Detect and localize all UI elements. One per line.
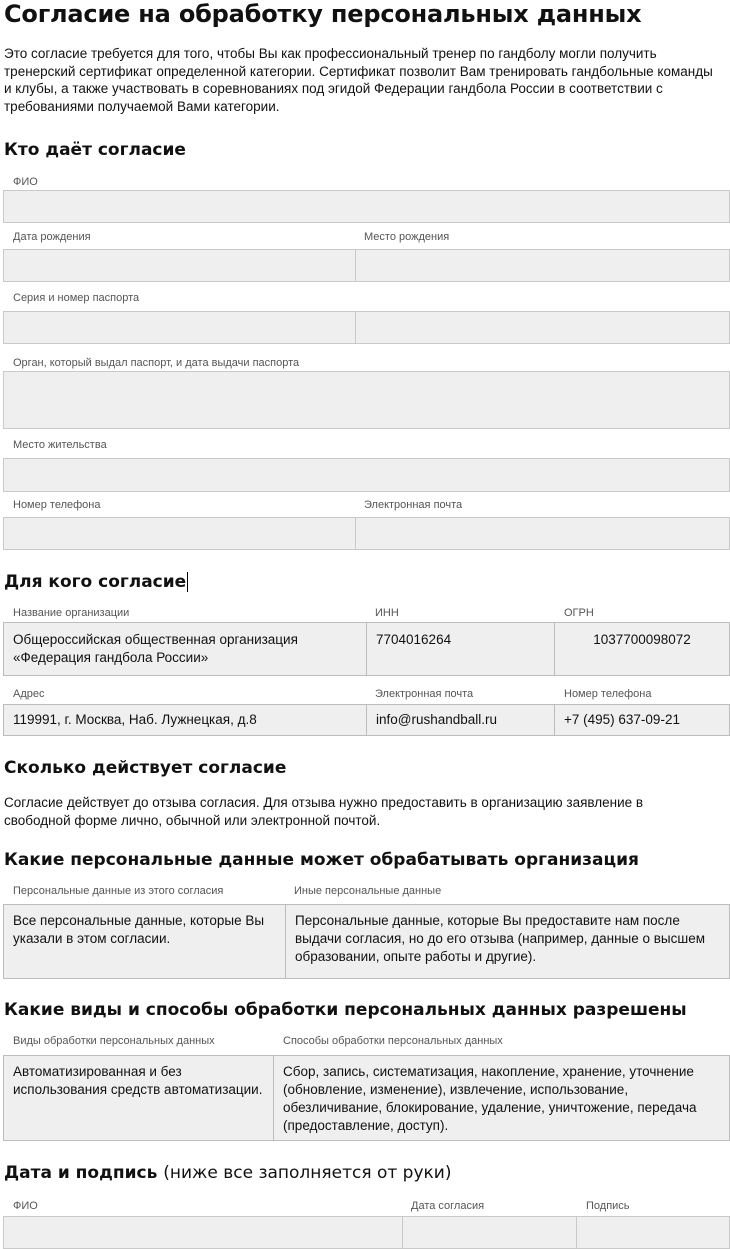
text-cursor [187, 572, 188, 592]
signature-heading-text: Дата и подпись [4, 1163, 158, 1183]
birth-place-label: Место рождения [364, 231, 450, 243]
org-email-label: Электронная почта [375, 688, 474, 700]
fio-field[interactable] [3, 190, 730, 223]
section-heading-duration: Сколько действует согласие [4, 758, 287, 778]
passport-label: Серия и номер паспорта [13, 292, 140, 304]
section-heading-for-whom [4, 572, 188, 592]
section-heading-data-types: Какие персональные данные может обрабатывать организация [4, 850, 639, 870]
inn-label: ИНН [375, 607, 399, 619]
passport-field[interactable] [3, 311, 356, 344]
signature-fio-field[interactable] [3, 1216, 403, 1249]
signature-date-field[interactable] [402, 1216, 577, 1249]
phone-label: Номер телефона [13, 499, 101, 511]
passport-extra-field[interactable] [355, 311, 730, 344]
signature-fio-label: ФИО [13, 1200, 38, 1212]
org-phone-value: +7 (495) 637-09-21 [554, 704, 730, 736]
email-label: Электронная почта [364, 499, 463, 511]
org-name-value: Общероссийская общественная организация «Федерация гандбола России» [3, 622, 367, 676]
birth-date-label: Дата рождения [13, 231, 91, 243]
residence-label: Место жительства [13, 439, 107, 451]
fio-label: ФИО [13, 176, 38, 188]
ogrn-label: ОГРН [564, 607, 594, 619]
org-email-value: info@rushandball.ru [366, 704, 555, 736]
address-label: Адрес [13, 688, 45, 700]
data-col2-label: Иные персональные данные [294, 885, 442, 897]
signature-sign-field[interactable] [576, 1216, 730, 1249]
processing-col1-label: Виды обработки персональных данных [13, 1035, 215, 1047]
processing-col2-text: Сбор, запись, систематизация, накопление, хранение, уточнение (обновление, изменение), извлечение, использование, обезличивание, блокирование, удаление, уничтожение, передача (предоставление, доступ). [273, 1055, 730, 1141]
data-col1-label: Персональные данные из этого согласия [13, 885, 224, 897]
email-field[interactable] [355, 517, 730, 550]
issuer-label: Орган, который выдал паспорт, и дата выдачи паспорта [13, 357, 300, 369]
section-heading-who: Кто даёт согласие [4, 140, 186, 160]
org-name-label: Название организации [13, 607, 130, 619]
data-col1-text: Все персональные данные, которые Вы указали в этом согласии. [3, 904, 286, 979]
org-phone-label: Номер телефона [564, 688, 652, 700]
birth-date-field[interactable] [3, 249, 356, 282]
section-heading-signature [4, 1163, 451, 1183]
signature-heading-note: (ниже все заполняется от руки) [163, 1163, 452, 1183]
signature-date-label: Дата согласия [411, 1200, 485, 1212]
data-col2-text: Персональные данные, которые Вы предоставите нам после выдачи согласия, но до его отзыва (например, данные о высшем образовании, опыте работы и другие). [285, 904, 730, 979]
inn-value: 7704016264 [366, 622, 555, 676]
phone-field[interactable] [3, 517, 356, 550]
for-whom-heading-text: Для кого согласие [4, 572, 187, 592]
intro-paragraph: Это согласие требуется для того, чтобы Вы как профессиональный тренер по гандболу могли получить тренерский сертификат определенной категории. Сертификат позволит Вам тренировать гандбольные команды и клубы, а также участвовать в соревнованиях под эгидой Федерации гандбола России в соответствии с требованиями получаемой Вами категории. [4, 46, 713, 114]
section-heading-processing: Какие виды и способы обработки персональных данных разрешены [4, 1000, 687, 1020]
page-title: Согласие на обработку персональных данных [4, 0, 642, 28]
birth-place-field[interactable] [355, 249, 730, 282]
ogrn-value: 1037700098072 [554, 622, 730, 676]
processing-col2-label: Способы обработки персональных данных [283, 1035, 503, 1047]
duration-text: Согласие действует до отзыва согласия. Для отзыва нужно предоставить в организацию заявление в свободной форме лично, обычной или электронной почтой. [4, 795, 644, 828]
signature-sign-label: Подпись [586, 1200, 630, 1212]
issuer-field[interactable] [3, 371, 730, 429]
residence-field[interactable] [3, 458, 730, 492]
processing-col1-text: Автоматизированная и без использования средств автоматизации. [3, 1055, 274, 1141]
address-value: 119991, г. Москва, Наб. Лужнецкая, д.8 [3, 704, 367, 736]
